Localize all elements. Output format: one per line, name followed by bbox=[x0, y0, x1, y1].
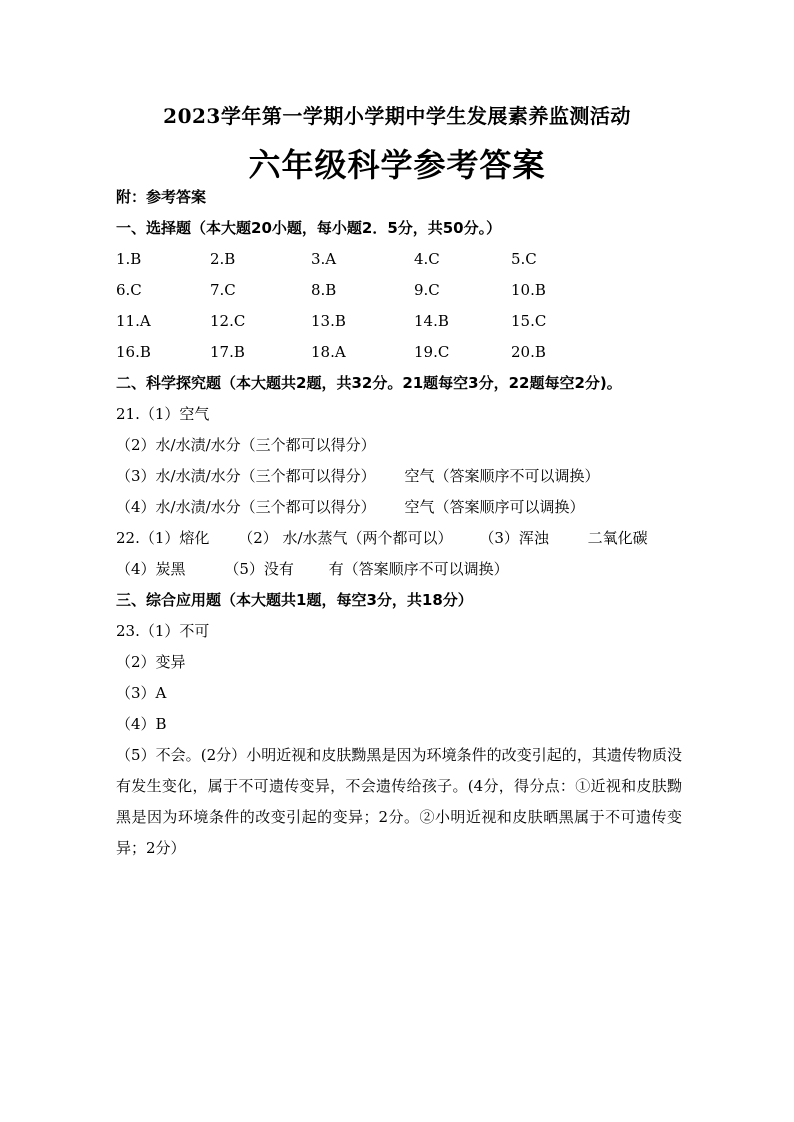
q22-answer-3b: 二氧化碳 bbox=[587, 529, 648, 547]
q22-answer-3: （3）浑浊 bbox=[479, 529, 549, 547]
mc-answer: 15.C bbox=[511, 312, 547, 330]
mc-answer: 17.B bbox=[210, 343, 245, 361]
q22-answer-5: （5）没有 bbox=[224, 560, 294, 578]
exam-title: 2023学年第一学期小学期中学生发展素养监测活动 bbox=[163, 104, 631, 128]
q23-answer-1: 23.（1）不可 bbox=[116, 622, 210, 640]
q23-answer-2: （2）变异 bbox=[116, 653, 186, 671]
mc-answer: 10.B bbox=[511, 281, 546, 299]
q21-answer-3b: 空气（答案顺序不可以调换） bbox=[404, 467, 600, 485]
mc-answer: 5.C bbox=[511, 250, 537, 268]
q21-answer-3 bbox=[116, 465, 599, 487]
mc-answer: 14.B bbox=[414, 312, 449, 330]
mc-answer: 1.B bbox=[116, 250, 142, 268]
mc-answer: 12.C bbox=[210, 312, 246, 330]
intro-label: 附：参考答案 bbox=[116, 188, 207, 206]
mc-answer-row bbox=[116, 248, 676, 270]
q22-answer-line-2 bbox=[116, 558, 509, 580]
q22-answer-line-1 bbox=[116, 527, 648, 549]
q22-answer-2: （2） 水/水蒸气（两个都可以） bbox=[238, 529, 453, 547]
mc-answer-row bbox=[116, 279, 676, 301]
mc-answer: 4.C bbox=[414, 250, 440, 268]
section-3-heading: 三、综合应用题（本大题共1题，每空3分，共18分） bbox=[116, 591, 473, 609]
mc-answer: 16.B bbox=[116, 343, 151, 361]
q21-answer-4b: 空气（答案顺序可以调换） bbox=[404, 498, 585, 516]
q23-answer-3: （3）A bbox=[116, 684, 167, 702]
q23-answer-5: （5）不会。(2分）小明近视和皮肤黝黑是因为环境条件的改变引起的，其遗传物质没有发生变化，属于不可遗传变异，不会遗传给孩子。(4分，得分点：①近视和皮肤黝黑是因为环境条件的改变引起的变异；2分。②小明近视和皮肤晒黑属于不可遗传变异；2分） bbox=[116, 746, 682, 857]
mc-answer: 6.C bbox=[116, 281, 142, 299]
q22-answer-1: 22.（1）熔化 bbox=[116, 529, 210, 547]
q22-answer-4: （4）炭黑 bbox=[116, 560, 186, 578]
section-2-heading: 二、科学探究题（本大题共2题，共32分。21题每空3分，22题每空2分)。 bbox=[116, 374, 622, 392]
mc-answer-row bbox=[116, 341, 676, 363]
mc-answer: 13.B bbox=[311, 312, 346, 330]
mc-answer: 2.B bbox=[210, 250, 236, 268]
mc-answer: 3.A bbox=[311, 250, 337, 268]
mc-answer-row bbox=[116, 310, 676, 332]
mc-answer: 7.C bbox=[210, 281, 236, 299]
section-1-heading: 一、选择题（本大题20小题，每小题2．5分，共50分。） bbox=[116, 219, 502, 237]
q22-answer-5b: 有（答案顺序不可以调换） bbox=[328, 560, 509, 578]
q21-answer-1: 21.（1）空气 bbox=[116, 405, 210, 423]
mc-answer: 18.A bbox=[311, 343, 346, 361]
document-title: 六年级科学参考答案 bbox=[248, 146, 546, 184]
mc-answer: 19.C bbox=[414, 343, 450, 361]
q21-answer-4 bbox=[116, 496, 584, 518]
q21-answer-3a: （3）水/水渍/水分（三个都可以得分） bbox=[116, 467, 376, 485]
mc-answer: 11.A bbox=[116, 312, 151, 330]
q21-answer-4a: （4）水/水渍/水分（三个都可以得分） bbox=[116, 498, 376, 516]
mc-answer: 20.B bbox=[511, 343, 546, 361]
q23-answer-4: （4）B bbox=[116, 715, 167, 733]
mc-answer: 9.C bbox=[414, 281, 440, 299]
mc-answer: 8.B bbox=[311, 281, 337, 299]
q21-answer-2: （2）水/水渍/水分（三个都可以得分） bbox=[116, 436, 376, 454]
